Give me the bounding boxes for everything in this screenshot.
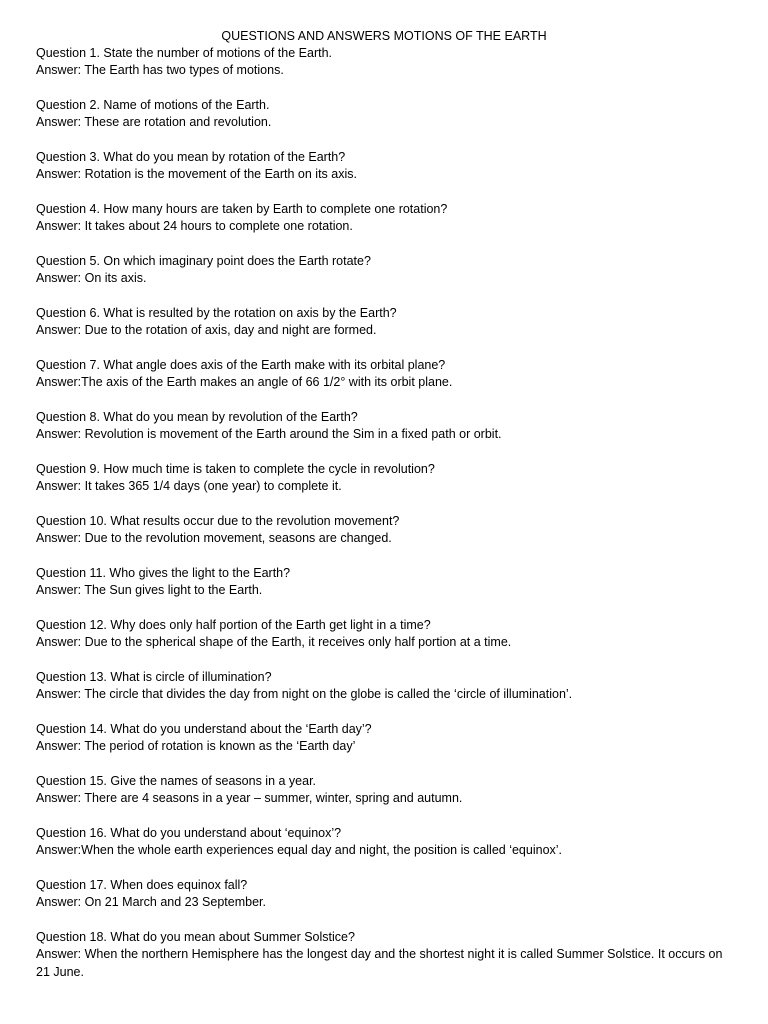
question-text: Question 13. What is circle of illumination? bbox=[36, 670, 272, 684]
qa-item bbox=[36, 513, 736, 548]
question-text: Question 7. What angle does axis of the Earth make with its orbital plane? bbox=[36, 358, 446, 372]
qa-item bbox=[36, 305, 736, 340]
answer-text: Answer:The axis of the Earth makes an angle of 66 1/2° with its orbit plane. bbox=[36, 375, 453, 390]
qa-item bbox=[36, 929, 736, 981]
answer-text: Answer: Due to the rotation of axis, day and night are formed. bbox=[36, 323, 377, 338]
qa-item bbox=[36, 461, 736, 496]
question-text: Question 11. Who gives the light to the Earth? bbox=[36, 566, 291, 580]
answer-text: Answer: The period of rotation is known as the ‘Earth day’ bbox=[36, 739, 356, 754]
answer-text: Answer: On 21 March and 23 September. bbox=[36, 895, 266, 910]
answer-text: Answer: When the northern Hemisphere has the longest day and the shortest night it is called Summer Solstice. It occurs on 21 June. bbox=[36, 947, 723, 979]
question-text: Question 15. Give the names of seasons in a year. bbox=[36, 774, 317, 788]
answer-text: Answer: On its axis. bbox=[36, 271, 147, 286]
qa-item bbox=[36, 409, 736, 444]
question-text: Question 1. State the number of motions of the Earth. bbox=[36, 46, 333, 60]
qa-list bbox=[36, 45, 736, 998]
qa-item bbox=[36, 669, 736, 704]
answer-text: Answer: These are rotation and revolution. bbox=[36, 115, 272, 130]
qa-item bbox=[36, 773, 736, 808]
answer-text: Answer: The circle that divides the day from night on the globe is called the ‘circle of illumination’. bbox=[36, 687, 573, 702]
qa-item bbox=[36, 253, 736, 288]
question-text: Question 4. How many hours are taken by Earth to complete one rotation? bbox=[36, 202, 448, 216]
question-text: Question 3. What do you mean by rotation of the Earth? bbox=[36, 150, 346, 164]
question-text: Question 18. What do you mean about Summer Solstice? bbox=[36, 930, 355, 944]
qa-item bbox=[36, 201, 736, 236]
qa-item bbox=[36, 97, 736, 132]
question-text: Question 10. What results occur due to the revolution movement? bbox=[36, 514, 400, 528]
qa-item bbox=[36, 357, 736, 392]
qa-item bbox=[36, 877, 736, 912]
answer-text: Answer: It takes 365 1/4 days (one year) to complete it. bbox=[36, 479, 342, 494]
qa-item bbox=[36, 617, 736, 652]
question-text: Question 5. On which imaginary point does the Earth rotate? bbox=[36, 254, 371, 268]
qa-item bbox=[36, 565, 736, 600]
answer-text: Answer: Revolution is movement of the Earth around the Sim in a fixed path or orbit. bbox=[36, 427, 502, 442]
qa-item bbox=[36, 721, 736, 756]
answer-text: Answer: The Earth has two types of motions. bbox=[36, 63, 284, 78]
question-text: Question 8. What do you mean by revolution of the Earth? bbox=[36, 410, 358, 424]
question-text: Question 9. How much time is taken to complete the cycle in revolution? bbox=[36, 462, 435, 476]
answer-text: Answer: The Sun gives light to the Earth. bbox=[36, 583, 263, 598]
qa-item bbox=[36, 45, 736, 80]
answer-text: Answer: There are 4 seasons in a year – summer, winter, spring and autumn. bbox=[36, 791, 463, 806]
answer-text: Answer:When the whole earth experiences equal day and night, the position is called ‘equinox’. bbox=[36, 843, 563, 858]
answer-text: Answer: Due to the spherical shape of the Earth, it receives only half portion at a time. bbox=[36, 635, 512, 650]
question-text: Question 14. What do you understand about the ‘Earth day’? bbox=[36, 722, 372, 736]
qa-item bbox=[36, 149, 736, 184]
question-text: Question 2. Name of motions of the Earth. bbox=[36, 98, 270, 112]
question-text: Question 6. What is resulted by the rotation on axis by the Earth? bbox=[36, 306, 397, 320]
question-text: Question 16. What do you understand about ‘equinox’? bbox=[36, 826, 342, 840]
question-text: Question 17. When does equinox fall? bbox=[36, 878, 248, 892]
answer-text: Answer: It takes about 24 hours to complete one rotation. bbox=[36, 219, 353, 234]
answer-text: Answer: Due to the revolution movement, seasons are changed. bbox=[36, 531, 392, 546]
document-title: QUESTIONS AND ANSWERS MOTIONS OF THE EARTH bbox=[221, 29, 547, 43]
question-text: Question 12. Why does only half portion of the Earth get light in a time? bbox=[36, 618, 431, 632]
answer-text: Answer: Rotation is the movement of the Earth on its axis. bbox=[36, 167, 357, 182]
qa-item bbox=[36, 825, 736, 860]
